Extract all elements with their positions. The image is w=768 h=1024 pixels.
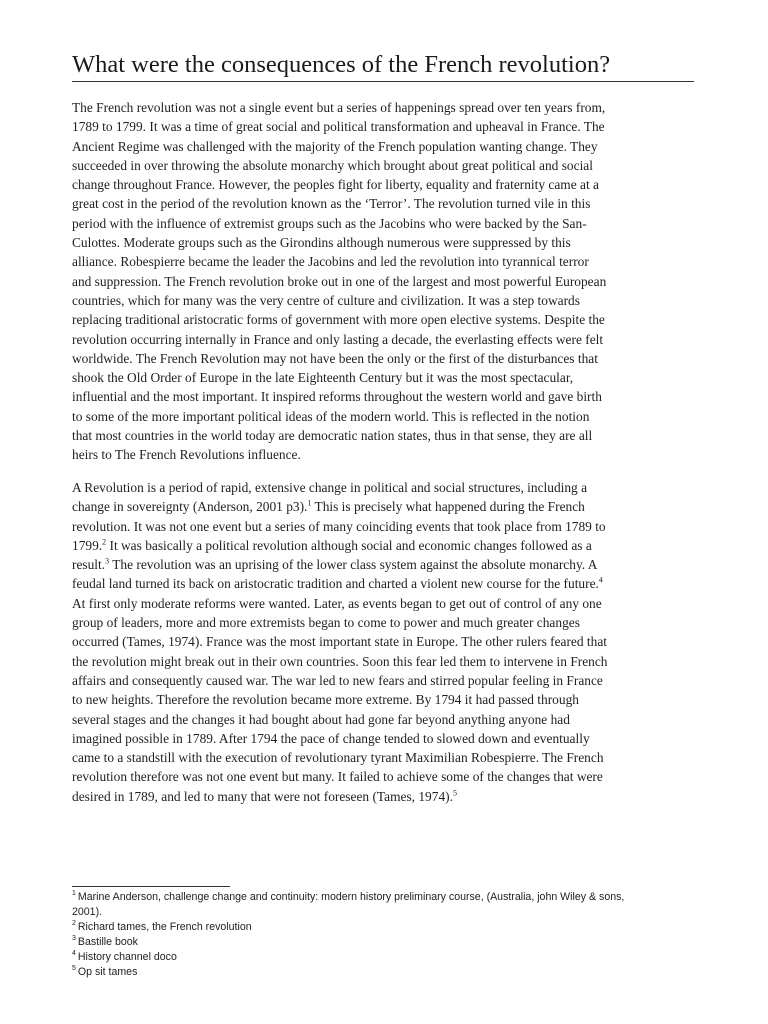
footnote-ref-1: 1 xyxy=(307,498,312,508)
page-title: What were the consequences of the French revolution? xyxy=(72,51,611,78)
footnotes xyxy=(72,890,712,980)
footnote-ref-3: 3 xyxy=(105,556,110,566)
title-underline xyxy=(72,81,694,82)
footnote-separator xyxy=(72,886,230,887)
footnote-3 xyxy=(72,935,712,950)
footnote-text: Marine Anderson, challenge change and continuity: modern history preliminary course, (Australia, john Wiley & sons, 2001). xyxy=(72,891,625,918)
footnote-text: History channel doco xyxy=(77,951,177,963)
footnote-text: Op sit tames xyxy=(77,966,138,978)
footnote-ref-4: 4 xyxy=(598,576,603,586)
paragraph-2-sentence-5: At first only moderate reforms were wanted. Later, as events began to get out of control of any one group of leaders, more and more extremists began to come to power and much greater changes occurred (Tames, 1974). France was the most important state in Europe. The other rulers feared that the revolution might break out in their own countries. Soon this fear led them to intervene in French affairs and consequently caused war. The war led to new fears and stirred popular feeling in France to new heights. Therefore the revolution became more extreme. By 1794 it had passed through several stages and the changes it had bought about had gone far beyond anything anyone had imagined possible in 1789. After 1794 the pace of change tended to slowed down and eventually came to a standstill with the execution of revolutionary tyrant Maximilian Robespierre. The French revolution therefore was not one event but many. It failed to achieve some of the changes that were desired in 1789, and led to many that were not foreseen (Tames, 1974). xyxy=(72,595,608,804)
paragraph-2-sentence-2: This is precisely what happened during the French revolution. It was not one event but a series of many coinciding events that took place from 1789 to 1799. xyxy=(72,499,606,553)
footnote-5 xyxy=(72,965,712,980)
footnote-number: 3 xyxy=(72,935,76,943)
footnote-number: 1 xyxy=(72,890,76,898)
footnote-ref-2: 2 xyxy=(102,537,107,547)
footnote-text: Richard tames, the French revolution xyxy=(77,921,252,933)
footnote-1 xyxy=(72,890,712,920)
paragraph-1: The French revolution was not a single event but a series of happenings spread over ten years from, 1789 to 1799. It was a time of great social and political transformation and upheaval in France. The Ancient Regime was challenged with the majority of the French population wanting change. They succeeded in over throwing the absolute monarchy which brought about great political and social change throughout France. However, the peoples fight for liberty, equality and fraternity came at a great cost in the period of the revolution known as the ‘Terror’. The revolution turned vile in this period with the influence of extremist groups such as the Jacobins who were backed by the San- Culottes. Moderate groups such as the Girondins although numerous were suppressed by this alliance. Robespierre became the leader the Jacobins and led the revolution into tyrannical terror and suppression. The French revolution broke out in one of the largest and most powerful European countries, which for many was the very centre of culture and civilization. It was a step towards replacing traditional aristocratic forms of government with more open elective systems. Despite the revolution occurring internally in France and only lasting a decade, the everlasting effects were felt worldwide. The French Revolution may not have been the only or the first of the disturbances that shook the Old Order of Europe in the late Eighteenth Century but it was the most spectacular, influential and the most important. It inspired reforms throughout the western world and gave birth to some of the more important political ideas of the modern world. This is reflected in the notion that most countries in the world today are democratic nation states, thus in that sense, they are all heirs to The French Revolutions influence. xyxy=(72,100,607,463)
paragraph-2-sentence-1: A Revolution is a period of rapid, extensive change in political and social structures, including a change in sovereignty (Anderson, 2001 p3). xyxy=(72,480,588,515)
footnote-number: 2 xyxy=(72,920,76,928)
footnote-ref-5: 5 xyxy=(452,788,457,798)
footnote-text: Bastille book xyxy=(77,936,138,948)
footnote-number: 5 xyxy=(72,965,76,973)
paragraph-2-sentence-4: The revolution was an uprising of the lower class system against the absolute monarchy. A feudal land turned its back on aristocratic tradition and charted a violent new course for the future. xyxy=(72,557,599,592)
paragraph-2 xyxy=(72,478,696,806)
footnote-number: 4 xyxy=(72,950,76,958)
footnote-2 xyxy=(72,920,712,935)
footnote-4 xyxy=(72,950,712,965)
paragraph-2-sentence-3: It was basically a political revolution although social and economic changes followed as a result. xyxy=(72,537,592,573)
